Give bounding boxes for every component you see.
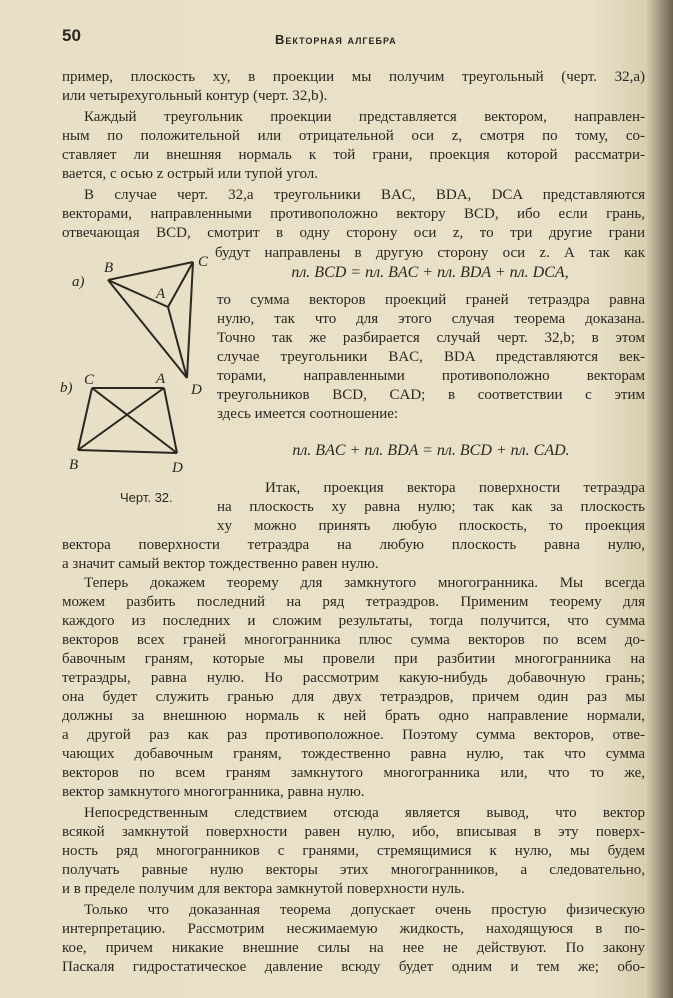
- text-line: xy можно принять любую плоскость, то проекция: [217, 518, 645, 534]
- fig-b-tag: b): [60, 380, 73, 396]
- text-line: бавочным граням, которые мы провели при разбитии многогранника на: [62, 651, 645, 667]
- figure-b-diagram: [78, 388, 177, 453]
- text-line: и в пределе получим для вектора замкнутой поверхности нуль.: [62, 881, 465, 897]
- text-line: отвечающая BCD, смотрит в одну сторону оси z, то три другие грани: [62, 225, 645, 241]
- text-line: всякой замкнутой поверхности равен нулю, ибо, вписывая в эту поверх-: [62, 824, 645, 840]
- text-line: интерпретацию. Рассмотрим несжимаемую жидкость, находящуюся в по-: [62, 921, 645, 937]
- text-line: ставляет ли внешняя нормаль к той грани, проекция которой рассматри-: [62, 147, 645, 163]
- text-line: Паскаля гидростатическое давление всюду будет одним и тем же; обо-: [62, 959, 645, 975]
- text-line: можем разбить последний на ряд тетраэдров. Применим теорему для: [62, 594, 645, 610]
- fig-a-tag: a): [72, 274, 85, 290]
- text-line: а значит самый вектор тождественно равен нулю.: [62, 556, 379, 572]
- text-line: Каждый треугольник проекции представляется вектором, направлен-: [84, 109, 645, 125]
- text-line: будут направлены в другую сторону оси z. А так как: [215, 245, 645, 261]
- page-number: 50: [62, 26, 81, 45]
- text-line: а другой раз как раз противоположное. Поэтому сумма векторов, отве-: [62, 727, 645, 743]
- text-line: кое, причем никакие внешние силы на нее не действуют. По закону: [62, 940, 645, 956]
- text-line: получать равные нулю векторы этих многогранников, а следовательно,: [62, 862, 645, 878]
- equation-1: пл. BCD = пл. BAC + пл. BDA + пл. DCA,: [291, 264, 569, 281]
- fig-a-label-c: C: [198, 254, 209, 270]
- text-line: ность ряд многогранников с гранями, стремящимися к нулю, мы будем: [62, 843, 645, 859]
- text-line: векторов по всем граням замкнутого многогранника или, что то же,: [62, 765, 645, 781]
- text-line: ным по положительной или отрицательной оси z, смотря по тому, со-: [62, 128, 645, 144]
- text-line: то сумма векторов проекций граней тетраэдра равна: [217, 292, 645, 308]
- fig-a-label-d: D: [191, 382, 202, 398]
- text-line: случае треугольники BAC, BDA представляются век-: [217, 349, 645, 365]
- text-line: каждого из последних и сложим результаты, тогда получится, что сумма: [62, 613, 645, 629]
- fig-a-label-a: A: [156, 286, 166, 302]
- text-line: вектор замкнутого многогранника, равна нулю.: [62, 784, 365, 800]
- fig-b-label-c: C: [84, 372, 95, 388]
- text-line: или четырехугольный контур (черт. 32,b).: [62, 88, 328, 104]
- text-line: В случае черт. 32,a треугольники BAC, BDA, DCA представляются: [84, 187, 645, 203]
- text-line: пример, плоскость xy, в проекции мы получим треугольный (черт. 32,a): [62, 69, 645, 85]
- text-line: должны за внешнюю нормаль к ней брать одно направление нормали,: [62, 708, 645, 724]
- text-line: векторами, направленными противоположно вектору BCD, ибо если грань,: [62, 206, 645, 222]
- fig-b-label-a: A: [156, 371, 166, 387]
- text-line: Непосредственным следствием отсюда является вывод, что вектор: [84, 805, 645, 821]
- text-line: Точно так же разбирается случай черт. 32,b; в этом: [217, 330, 645, 346]
- text-line: Только что доказанная теорема допускает очень простую физическую: [84, 902, 645, 918]
- text-line: Итак, проекция вектора поверхности тетраэдра: [265, 480, 645, 496]
- figure-caption: Черт. 32.: [120, 490, 173, 505]
- fig-a-label-b: B: [104, 260, 114, 276]
- text-line: она будет служить гранью для двух тетраэдров, причем один раз мы: [62, 689, 645, 705]
- paragraph-bottom: [62, 536, 645, 977]
- text-line: торами, направленными противоположно векторам: [217, 368, 645, 384]
- text-line: тетраэдры, равна нулю. Но рассмотрим какую-нибудь добавочную грань;: [62, 670, 645, 686]
- text-line: вается, с осью z острый или тупой угол.: [62, 166, 319, 182]
- equation-2: пл. BAC + пл. BDA = пл. BCD + пл. CAD.: [292, 442, 570, 459]
- text-line: на плоскость xy равна нулю; так как за плоскость: [217, 499, 645, 515]
- text-line: Теперь докажем теорему для замкнутого многогранника. Мы всегда: [84, 575, 645, 591]
- fig-b-label-b: B: [69, 457, 79, 473]
- text-line: треугольников BCD, CAD; в соответствии с этим: [217, 387, 645, 403]
- text-line: здесь имеется соотношение:: [217, 406, 399, 422]
- fig-b-label-d: D: [172, 460, 183, 476]
- text-line: векторов всех граней многогранника плюс сумма векторов по всем до-: [62, 632, 645, 648]
- running-title: Векторная алгебра: [275, 32, 397, 47]
- text-line: вектора поверхности тетраэдра на любую плоскость равна нулю,: [62, 537, 645, 553]
- text-line: чающих добавочным граням, тождественно равна нулю, так что сумма: [62, 746, 645, 762]
- text-line: нулю, так что для этого случая теорема доказана.: [217, 311, 645, 327]
- figure-a-diagram: [108, 262, 193, 378]
